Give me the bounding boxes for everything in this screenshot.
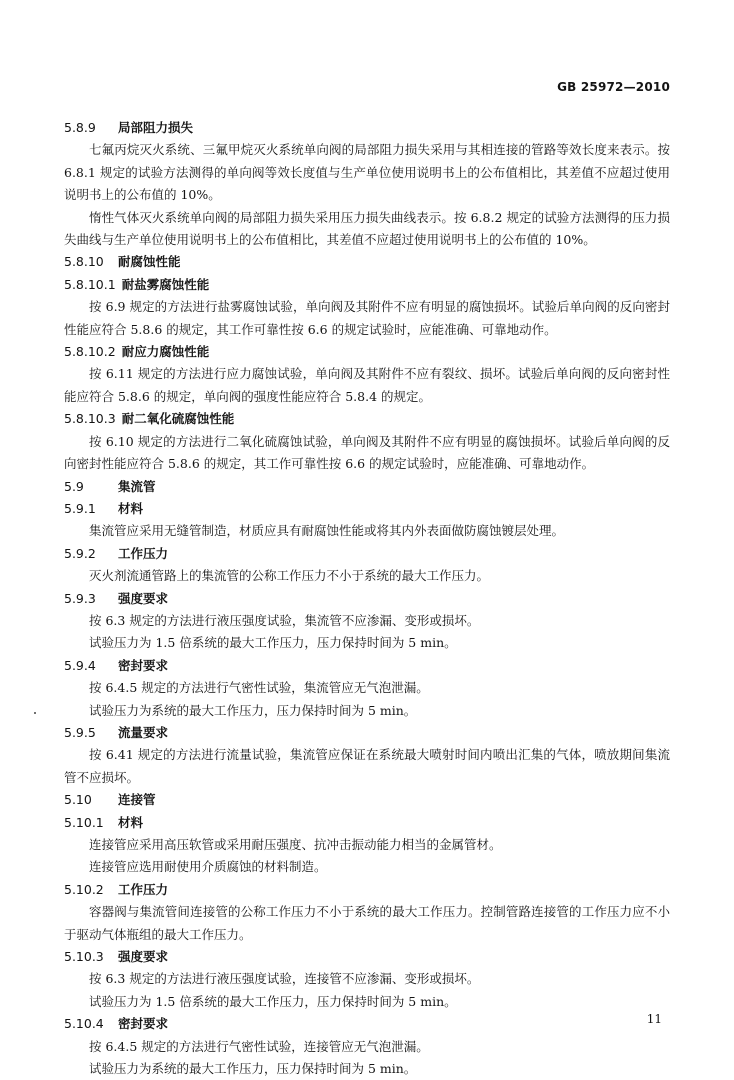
paragraph: 试验压力为 1.5 倍系统的最大工作压力，压力保持时间为 5 min。 [89, 993, 457, 1009]
section-number: 5.8.10.3 [64, 411, 116, 427]
paragraph: 试验压力为系统的最大工作压力，压力保持时间为 5 min。 [89, 1061, 417, 1077]
section-title: 局部阻力损失 [118, 120, 194, 135]
section-heading [64, 408, 670, 430]
page-number: 11 [646, 1012, 662, 1026]
document-body [64, 117, 670, 1080]
section-number: 5.8.10.1 [64, 276, 116, 292]
section-title: 密封要求 [118, 1016, 169, 1032]
section-title: 工作压力 [118, 881, 169, 897]
scan-speck [34, 712, 36, 714]
section-heading [64, 117, 670, 139]
section-number: 5.9.4 [64, 657, 96, 673]
section-number: 5.10.1 [64, 814, 104, 830]
section-heading [64, 812, 670, 834]
section-title: 密封要求 [118, 657, 169, 673]
paragraph: 按 6.9 规定的方法进行盐雾腐蚀试验，单向阀及其附件不应有明显的腐蚀损坏。试验后单向阀的反向密封性能应符合 5.8.6 的规定，其工作可靠性按 6.6 的规定试验时，应能准确、可靠地动作。 [64, 299, 670, 337]
section-title: 材料 [118, 500, 144, 516]
section-heading [64, 655, 670, 677]
section-heading [64, 274, 670, 296]
paragraph: 连接管应选用耐使用介质腐蚀的材料制造。 [89, 859, 327, 875]
paragraph: 容器阀与集流管间连接管的公称工作压力不小于系统的最大工作压力。控制管路连接管的工作压力应不小于驱动气体瓶组的最大工作压力。 [64, 904, 670, 942]
section-number: 5.10 [64, 792, 92, 808]
section-number: 5.8.9 [64, 120, 96, 135]
paragraph: 试验压力为系统的最大工作压力，压力保持时间为 5 min。 [89, 702, 417, 718]
section-title: 强度要求 [118, 590, 169, 606]
section-title: 工作压力 [118, 545, 169, 561]
section-title: 耐应力腐蚀性能 [121, 344, 210, 360]
section-heading [64, 879, 670, 901]
paragraph: 按 6.3 规定的方法进行液压强度试验，连接管不应渗漏、变形或损坏。 [89, 971, 480, 987]
section-number: 5.9.1 [64, 500, 96, 516]
paragraph: 试验压力为 1.5 倍系统的最大工作压力，压力保持时间为 5 min。 [89, 635, 457, 651]
paragraph: 按 6.4.5 规定的方法进行气密性试验，连接管应无气泡泄漏。 [89, 1038, 429, 1054]
paragraph: 按 6.4.5 规定的方法进行气密性试验，集流管应无气泡泄漏。 [89, 680, 429, 696]
section-heading [64, 251, 670, 273]
section-title: 材料 [118, 814, 144, 830]
section-heading [64, 476, 670, 498]
section-heading [64, 789, 670, 811]
section-heading [64, 498, 670, 520]
section-heading [64, 1013, 670, 1035]
section-title: 耐盐雾腐蚀性能 [121, 276, 210, 292]
section-number: 5.9 [64, 478, 84, 494]
section-number: 5.10.4 [64, 1016, 104, 1032]
paragraph: 按 6.10 规定的方法进行二氧化硫腐蚀试验，单向阀及其附件不应有明显的腐蚀损坏。试验后单向阀的反向密封性能应符合 5.8.6 的规定，其工作可靠性按 6.6 的规定试验时，应能准确、可靠地动作。 [64, 433, 670, 472]
section-number: 5.8.10 [64, 254, 104, 270]
section-heading [64, 946, 670, 968]
standard-code: GB 25972—2010 [557, 80, 670, 94]
paragraph: 惰性气体灭火系统单向阀的局部阻力损失采用压力损失曲线表示。按 6.8.2 规定的试验方法测得的压力损失曲线与生产单位使用说明书上的公布值相比，其差值不应超过使用说明书上的公布值的 10%。 [64, 209, 670, 248]
section-title: 连接管 [118, 792, 156, 808]
paragraph: 按 6.3 规定的方法进行液压强度试验，集流管不应渗漏、变形或损坏。 [89, 612, 480, 628]
section-title: 强度要求 [118, 949, 169, 965]
section-heading [64, 722, 670, 744]
section-heading [64, 543, 670, 565]
section-heading [64, 588, 670, 610]
paragraph: 按 6.11 规定的方法进行应力腐蚀试验，单向阀及其附件不应有裂纹、损坏。试验后单向阀的反向密封性能应符合 5.8.6 的规定，单向阀的强度性能应符合 5.8.4 的规定。 [64, 366, 670, 404]
section-title: 流量要求 [118, 724, 169, 740]
section-title: 集流管 [118, 478, 156, 494]
paragraph: 按 6.41 规定的方法进行流量试验，集流管应保证在系统最大喷射时间内喷出汇集的气体，喷放期间集流管不应损坏。 [64, 747, 670, 785]
section-number: 5.9.2 [64, 545, 96, 561]
section-number: 5.9.3 [64, 590, 96, 606]
paragraph: 连接管应采用高压软管或采用耐压强度、抗冲击振动能力相当的金属管材。 [89, 837, 502, 852]
section-title: 耐腐蚀性能 [118, 254, 181, 270]
paragraph: 七氟丙烷灭火系统、三氟甲烷灭火系统单向阀的局部阻力损失采用与其相连接的管路等效长度来表示。按 6.8.1 规定的试验方法测得的单向阀等效长度值与生产单位使用说明书上的公布值相比，其差值不应超过使用说明书上的公布值的 10%。 [64, 142, 670, 203]
section-number: 5.8.10.2 [64, 344, 116, 360]
paragraph: 灭火剂流通管路上的集流管的公称工作压力不小于系统的最大工作压力。 [89, 568, 490, 584]
paragraph: 集流管应采用无缝管制造，材质应具有耐腐蚀性能或将其内外表面做防腐蚀镀层处理。 [89, 523, 565, 539]
section-number: 5.10.3 [64, 949, 104, 965]
section-heading [64, 341, 670, 363]
section-number: 5.9.5 [64, 724, 96, 740]
section-number: 5.10.2 [64, 881, 104, 897]
section-title: 耐二氧化硫腐蚀性能 [121, 411, 235, 427]
